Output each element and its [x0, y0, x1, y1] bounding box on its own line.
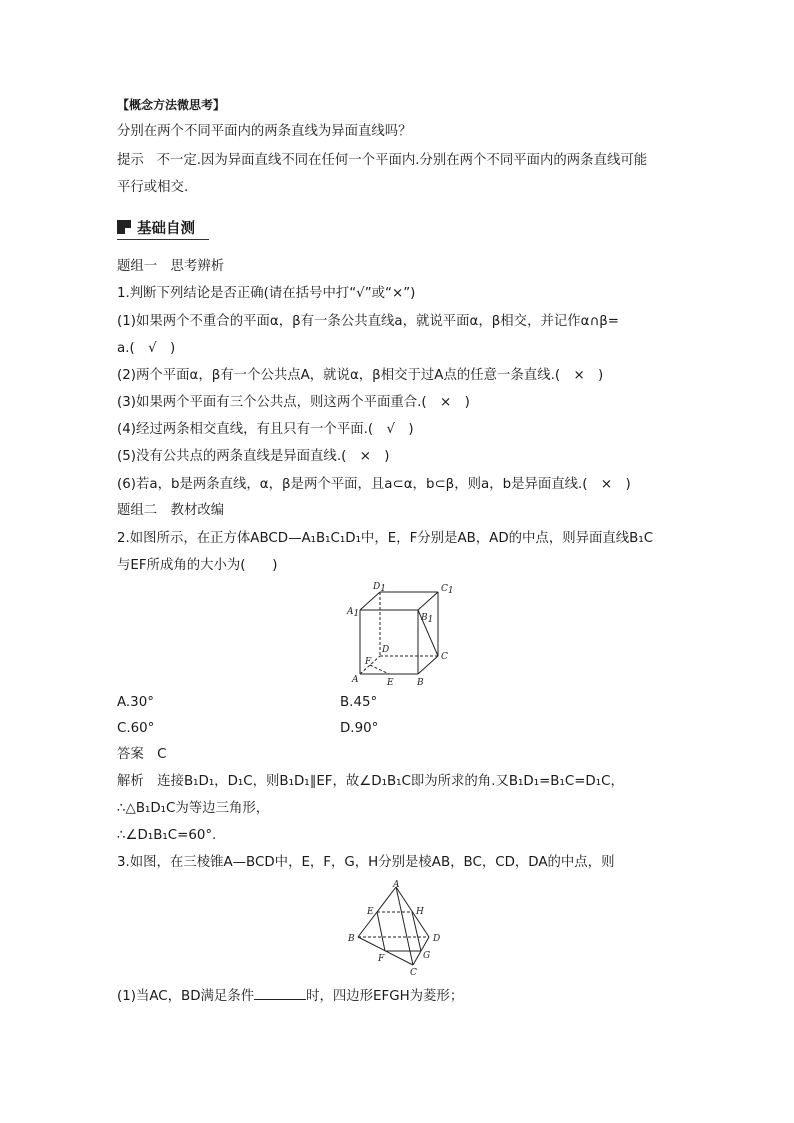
label-e: E: [387, 678, 394, 688]
label-a: A: [352, 675, 359, 685]
q2-answer: 答案 C: [117, 747, 167, 762]
label-tb: B: [348, 934, 355, 944]
edge-fe: [370, 665, 389, 674]
concept-header: 【概念方法微思考】: [117, 98, 226, 112]
edge-ef: [377, 912, 385, 951]
label-ta: A: [393, 880, 400, 890]
section-heading: [117, 216, 195, 238]
edge-b1c1: [418, 592, 438, 610]
hint-line-2: 平行或相交.: [117, 180, 189, 195]
q1-item-6: (6)若a，b是两条直线，α，β是两个平面，且a⊂α，b⊂β，则a，b是异面直线.( × ): [117, 477, 631, 492]
hint-label: 提示: [117, 153, 144, 168]
section-square-icon: [117, 220, 131, 234]
label-th: H: [416, 907, 424, 917]
label-d: D: [382, 645, 390, 655]
cube-figure: [340, 578, 460, 690]
q2-line-2: 与EF所成角的大小为( ): [117, 558, 278, 573]
edge-bc: [418, 656, 438, 674]
option-d: D.90°: [340, 721, 379, 736]
label-d1: D1: [373, 582, 386, 594]
q1-item-5: (5)没有公共点的两条直线是异面直线.( × ): [117, 449, 390, 464]
label-te: E: [367, 907, 374, 917]
label-a1: A1: [347, 607, 360, 619]
q2-analysis-1: 解析 连接B₁D₁，D₁C，则B₁D₁∥EF，故∠D₁B₁C即为所求的角.又B₁D₁=B₁C=D₁C，: [117, 774, 624, 789]
edge-a1d1: [360, 592, 380, 610]
q2-analysis-2: ∴△B₁D₁C为等边三角形，: [117, 801, 270, 816]
q3-sub-1-pre: (1)当AC，BD满足条件: [117, 989, 255, 1004]
edge-ac-t: [396, 887, 413, 965]
q3-line-1: 3.如图，在三棱锥A—BCD中，E，F，G，H分别是棱AB，BC，CD，DA的中点，则: [117, 855, 615, 870]
group2-title: 题组二 教材改编: [117, 503, 225, 518]
label-f: F: [365, 657, 372, 667]
hint-text-1: 不一定.因为异面直线不同在任何一个平面内.分别在两个不同平面内的两条直线可能: [156, 153, 648, 168]
section-title: 基础自测: [137, 220, 195, 237]
q2-line-1: 2.如图所示，在正方体ABCD—A₁B₁C₁D₁中，E，F分别是AB，AD的中点，则异面直线B₁C: [117, 531, 654, 546]
label-tc: C: [410, 968, 417, 978]
q1-title: 1.判断下列结论是否正确(请在括号中打“√”或“×”): [117, 286, 416, 301]
label-tg: G: [423, 951, 431, 961]
concept-question: 分别在两个不同平面内的两条直线为异面直线吗？: [117, 124, 412, 139]
hint-line-1: [117, 152, 647, 170]
tetrahedron-figure: [345, 880, 445, 978]
q3-sub-1: [117, 986, 463, 1006]
label-c1: C1: [441, 584, 454, 596]
label-td: D: [433, 934, 441, 944]
label-tf: F: [378, 954, 385, 964]
q3-sub-1-post: 时，四边形EFGH为菱形；: [306, 989, 464, 1004]
option-b: B.45°: [340, 695, 378, 710]
answer-blank[interactable]: [254, 986, 306, 1000]
q1-item-2: (2)两个平面α，β有一个公共点A，就说α，β相交于过A点的任意一条直线.( × ): [117, 368, 604, 383]
label-b: B: [417, 678, 424, 688]
group1-title: 题组一 思考辨析: [117, 259, 225, 274]
label-c: C: [441, 652, 448, 662]
q1-item-1a: (1)如果两个不重合的平面α，β有一条公共直线a，就说平面α，β相交，并记作α∩β=: [117, 314, 620, 329]
q1-item-1b: a.( √ ): [117, 341, 176, 356]
label-b1: B1: [421, 613, 434, 625]
q2-analysis-3: ∴∠D₁B₁C=60°.: [117, 828, 217, 843]
option-a: A.30°: [117, 695, 154, 710]
q1-item-4: (4)经过两条相交直线，有且只有一个平面.( √ ): [117, 422, 414, 437]
q1-item-3: (3)如果两个平面有三个公共点，则这两个平面重合.( × ): [117, 395, 470, 410]
option-c: C.60°: [117, 721, 155, 736]
section-underline: [117, 239, 209, 240]
